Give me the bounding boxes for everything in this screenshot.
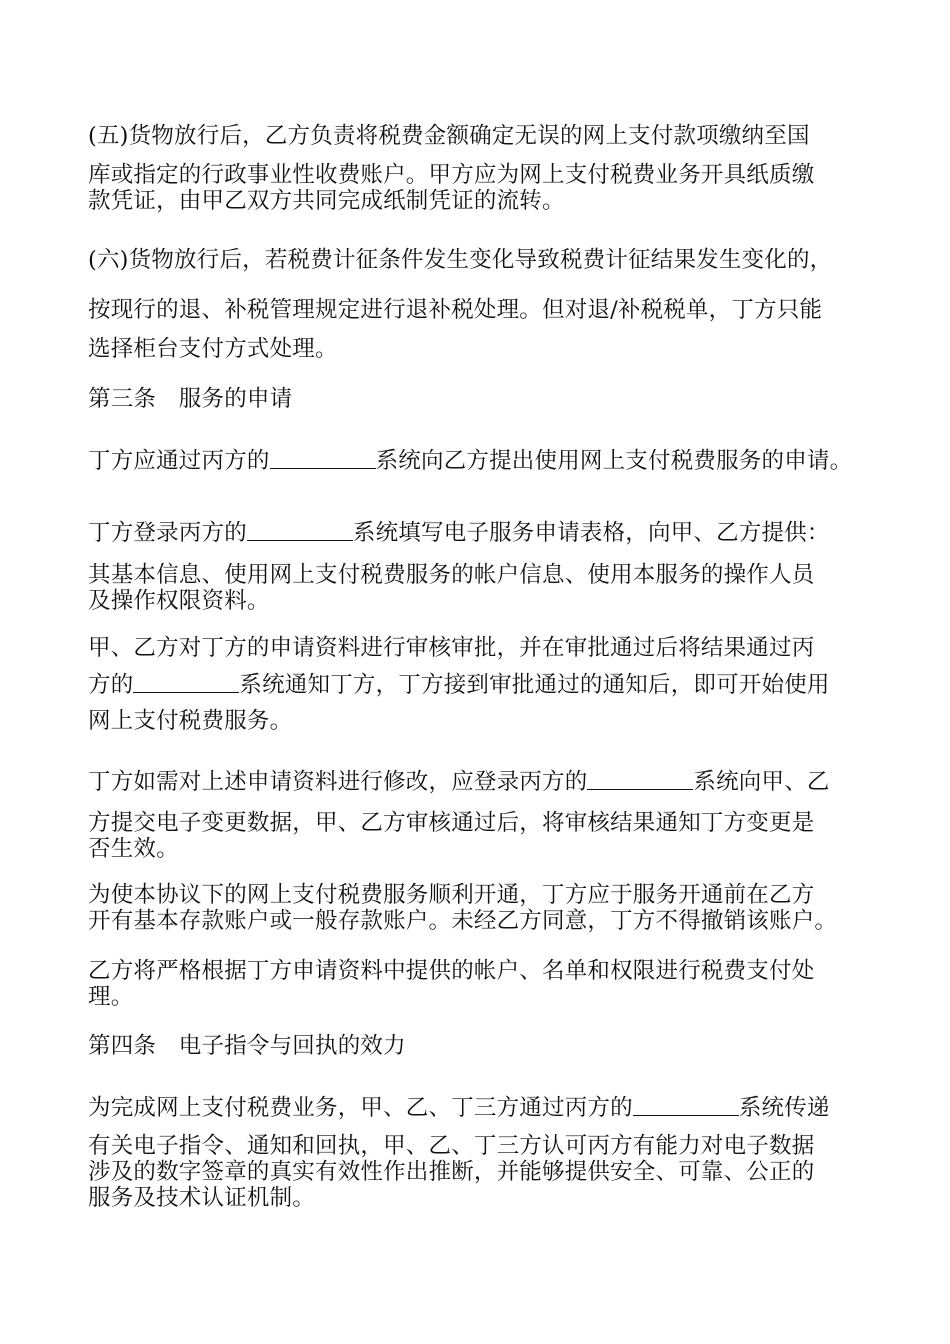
art4-text-a: 为完成网上支付税费业务，甲、乙、丁三方通过丙方的 (88, 1095, 633, 1121)
review-text-a: 方的 (88, 672, 134, 698)
account-paragraph-line-2: 开有基本存款账户或一般存款账户。未经乙方同意，丁方不得撤销该账户。 (88, 908, 838, 934)
paragraph-5-line-2: 库或指定的行政事业性收费账户。甲方应为网上支付税费业务开具纸质缴 (88, 162, 815, 188)
fill-in-blank (633, 1095, 739, 1116)
fill-in-blank (270, 448, 376, 469)
modify-paragraph-line-3: 否生效。 (88, 836, 179, 862)
strict-paragraph-line-1: 乙方将严格根据丁方申请资料中提供的帐户、名单和权限进行税费支付处 (88, 958, 815, 984)
fill-in-blank (133, 672, 239, 693)
review-paragraph-line-1: 甲、乙方对丁方的申请资料进行审核审批，并在审批通过后将结果通过丙 (88, 635, 815, 661)
login-text-a: 丁方登录丙方的 (88, 520, 247, 546)
login-paragraph-line-1 (88, 518, 830, 548)
review-paragraph-line-2 (88, 670, 830, 700)
review-text-b: 系统通知丁方，丁方接到审批通过的通知后，即可开始使用 (239, 672, 830, 698)
article-4-paragraph-line-4: 服务及技术认证机制。 (88, 1185, 316, 1211)
article-4-paragraph-line-3: 涉及的数字签章的真实有效性作出推断，并能够提供安全、可靠、公正的 (88, 1159, 815, 1185)
login-text-b: 系统填写电子服务申请表格，向甲、乙方提供： (352, 520, 830, 546)
review-paragraph-line-3: 网上支付税费服务。 (88, 708, 293, 734)
paragraph-6-line-2: 按现行的退、补税管理规定进行退补税处理。但对退/补税税单，丁方只能 (88, 297, 823, 323)
modify-text-b: 系统向甲、乙 (693, 769, 830, 795)
apply-text-b: 系统向乙方提出使用网上支付税费服务的申请。 (375, 448, 853, 474)
fill-in-blank (247, 520, 353, 541)
article-3-heading: 第三条 服务的申请 (88, 386, 293, 412)
apply-paragraph (88, 446, 852, 476)
article-4-paragraph-line-2: 有关电子指令、通知和回执，甲、乙、丁三方认可丙方有能力对电子数据 (88, 1133, 815, 1159)
strict-paragraph-line-2: 理。 (88, 984, 134, 1010)
login-paragraph-line-3: 及操作权限资料。 (88, 588, 270, 614)
article-4-heading: 第四条 电子指令与回执的效力 (88, 1033, 406, 1059)
article-4-paragraph-line-1 (88, 1093, 830, 1123)
account-paragraph-line-1: 为使本协议下的网上支付税费服务顺利开通，丁方应于服务开通前在乙方 (88, 882, 815, 908)
modify-paragraph-line-2: 方提交电子变更数据，甲、乙方审核通过后，将审核结果通知丁方变更是 (88, 810, 815, 836)
login-paragraph-line-2: 其基本信息、使用网上支付税费服务的帐户信息、使用本服务的操作人员 (88, 562, 815, 588)
paragraph-5-line-3: 款凭证，由甲乙双方共同完成纸制凭证的流转。 (88, 188, 565, 214)
paragraph-5-line-1: (五)货物放行后，乙方负责将税费金额确定无误的网上支付款项缴纳至国 (88, 123, 810, 149)
apply-text-a: 丁方应通过丙方的 (88, 448, 270, 474)
modify-text-a: 丁方如需对上述申请资料进行修改，应登录丙方的 (88, 769, 588, 795)
modify-paragraph-line-1 (88, 767, 830, 797)
fill-in-blank (587, 769, 693, 790)
paragraph-6-line-3: 选择柜台支付方式处理。 (88, 336, 338, 362)
art4-text-b: 系统传递 (738, 1095, 830, 1121)
paragraph-6-line-1: (六)货物放行后，若税费计征条件发生变化导致税费计征结果发生变化的， (88, 247, 833, 273)
